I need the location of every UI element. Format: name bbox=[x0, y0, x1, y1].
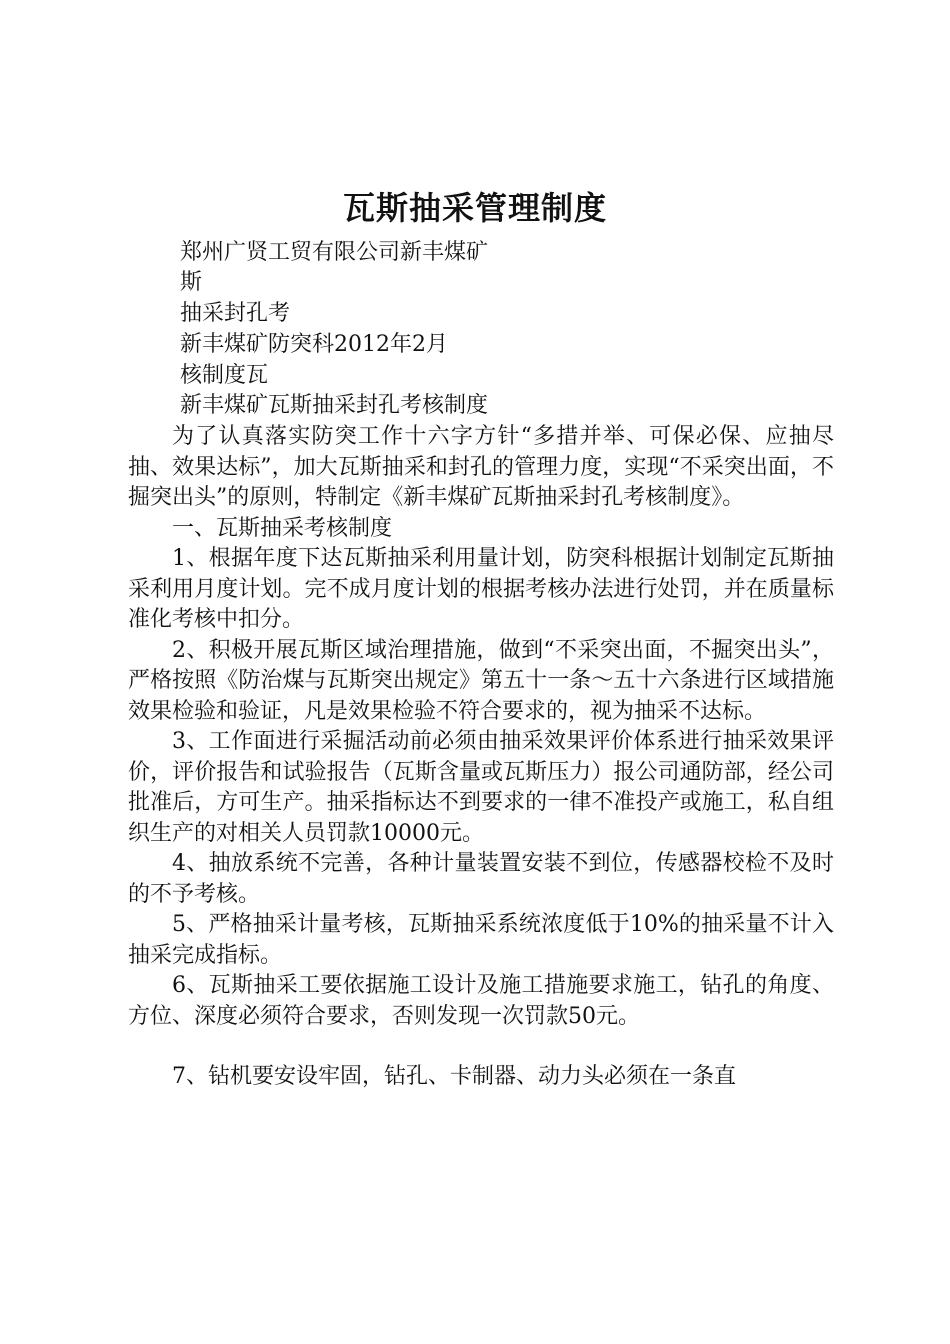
clause-paragraph: 3、工作面进行采掘活动前必须由抽采效果评价体系进行抽采效果评价，评价报告和试验报告（瓦斯含量或瓦斯压力）报公司通防部，经公司批准后，方可生产。抽采指标达不到要求的一律不准投产或施工，私自组织生产的对相关人员罚款10000元。 bbox=[128, 729, 834, 846]
header-line-fragment: 抽采封孔考 bbox=[180, 301, 291, 326]
intro-paragraph: 为了认真落实防突工作十六字方针“多措并举、可保必保、应抽尽抽、效果达标”，加大瓦斯抽采和封孔的管理力度，实现“不采突出面，不掘突出头”的原则，特制定《新丰煤矿瓦斯抽采封孔考核制度》。 bbox=[128, 424, 834, 510]
document-title: 瓦斯抽采管理制度 bbox=[342, 189, 607, 227]
header-line-fragment: 斯 bbox=[180, 270, 203, 295]
header-line-department-date: 新丰煤矿防突科2012年2月 bbox=[180, 332, 448, 357]
clause-paragraph: 6、瓦斯抽采工要依据施工设计及施工措施要求施工，钻孔的角度、方位、深度必须符合要求，否则发现一次罚款50元。 bbox=[128, 973, 834, 1029]
clause-paragraph: 2、积极开展瓦斯区域治理措施，做到“不采突出面，不掘突出头”，严格按照《防治煤与瓦斯突出规定》第五十一条～五十六条进行区域措施效果检验和验证，凡是效果检验不符合要求的，视为抽采不达标。 bbox=[128, 637, 834, 724]
header-line-fragment: 核制度瓦 bbox=[180, 363, 269, 388]
clause-paragraph: 1、根据年度下达瓦斯抽采利用量计划，防突科根据计划制定瓦斯抽采利用月度计划。完不成月度计划的根据考核办法进行处罚，并在质量标准化考核中扣分。 bbox=[128, 546, 834, 632]
section-heading: 一、瓦斯抽采考核制度 bbox=[172, 515, 393, 541]
header-line-company: 郑州广贤工贸有限公司新丰煤矿 bbox=[180, 240, 489, 265]
clause-paragraph: 4、抽放系统不完善，各种计量装置安装不到位，传感器校检不及时的不予考核。 bbox=[128, 851, 834, 907]
header-line-subtitle: 新丰煤矿瓦斯抽采封孔考核制度 bbox=[180, 393, 489, 418]
document-body bbox=[128, 422, 834, 1093]
paragraph-gap bbox=[128, 1032, 834, 1062]
clause-paragraph: 7、钻机要安设牢固，钻孔、卡制器、动力头必须在一条直 bbox=[172, 1064, 736, 1089]
clause-paragraph: 5、严格抽采计量考核，瓦斯抽采系统浓度低于10%的抽采量不计入抽采完成指标。 bbox=[128, 912, 834, 968]
